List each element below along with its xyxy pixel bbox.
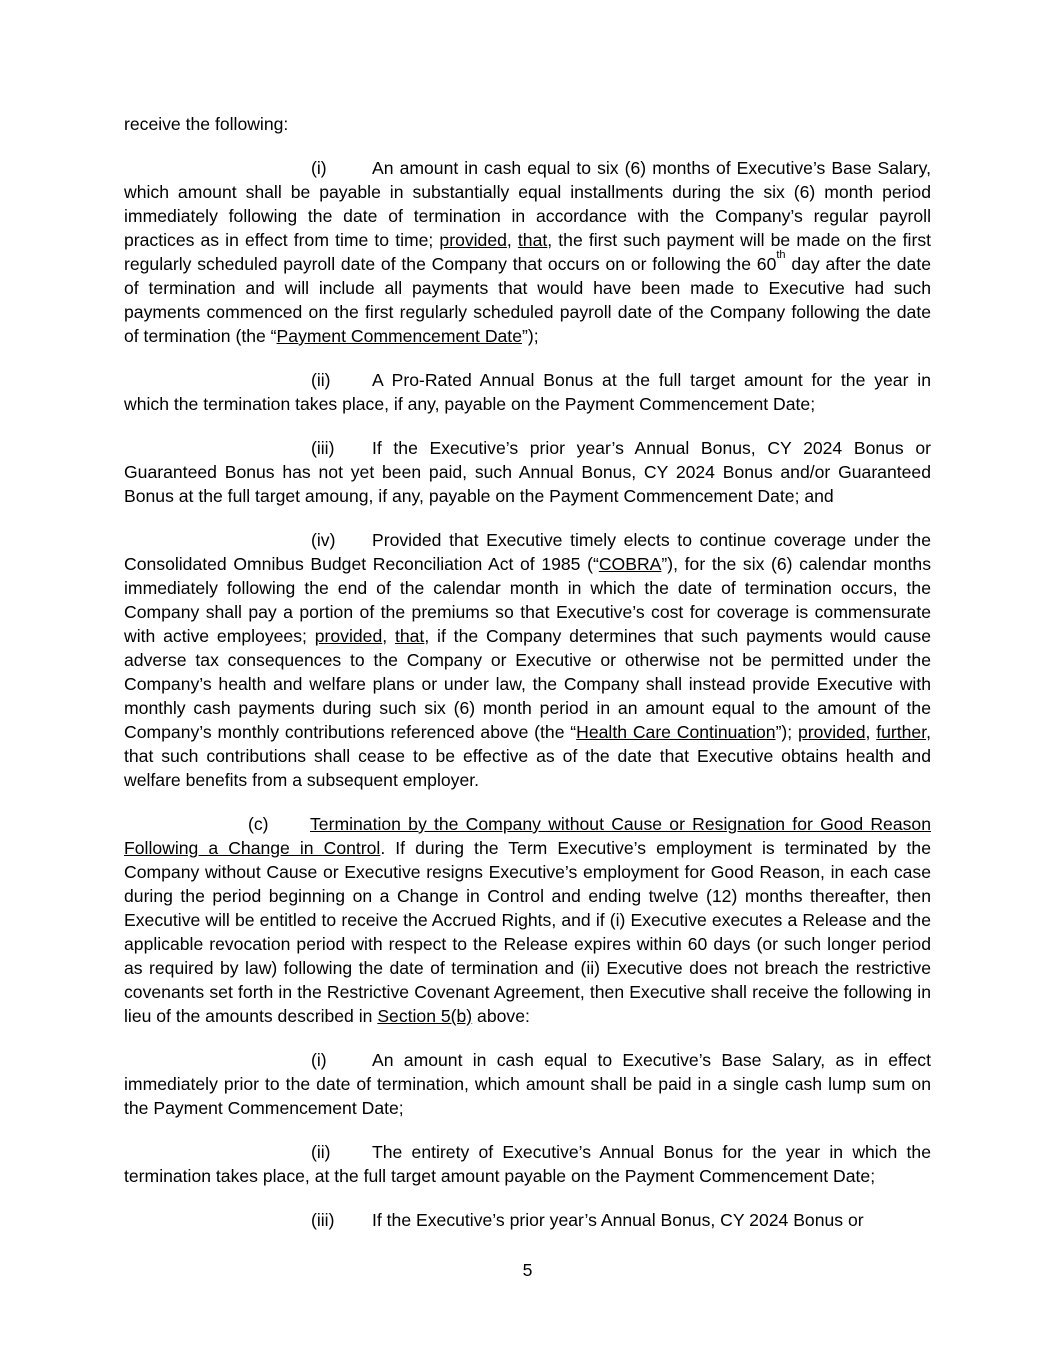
clause-text: An amount in cash equal to six (6) months of Executive’s Base Salary, which amount shall be payable in substantially equal installments during the six (6) month period immediately following the date of termination in accordance with the Company’s regular payroll practices as in effect from time to time; [124, 158, 931, 250]
section-label: (c) [248, 814, 269, 834]
clause-text: An amount in cash equal to Executive’s Base Salary, as in effect immediately prior to the date of termination, which amount shall be paid in a single cash lump sum on the Payment Commencement Date; [124, 1050, 931, 1118]
defined-term: provided [314, 626, 383, 646]
clause-text: day after the date of termination and will include all payments that would have been made to Executive had such payments commenced on the first regularly scheduled payroll date of the Company following the date of termination (the “ [124, 254, 932, 346]
clause-label: (i) [311, 1050, 327, 1070]
defined-term: that [517, 230, 548, 250]
clause-text: If the Executive’s prior year’s Annual Bonus, CY 2024 Bonus or Guaranteed Bonus has not yet been paid, such Annual Bonus, CY 2024 Bonus and/or Guaranteed Bonus at the full target amoung, if any, payable on the Payment Commencement Date; and [124, 438, 931, 506]
clause-label: (ii) [311, 370, 331, 390]
clause-text: A Pro-Rated Annual Bonus at the full target amount for the year in which the termination takes place, if any, payable on the Payment Commencement Date; [124, 370, 931, 414]
clause-c-iii [124, 1208, 931, 1232]
intro-line [124, 112, 931, 136]
defined-term: COBRA [598, 554, 662, 574]
defined-term: Payment Commencement Date [276, 326, 522, 346]
section-text: . If during the Term Executive’s employment is terminated by the Company without Cause or Executive resigns Executive’s employment for Good Reason, in each case during the period beginning on a Change in Control and ending twelve (12) months thereafter, then Executive will be entitled to receive the Accrued Rights, and if (i) Executive executes a Release and the applicable revocation period with respect to the Release expires within 60 days (or such longer period as required by law) following the date of termination and (ii) Executive does not breach the restrictive covenants set forth in the Restrictive Covenant Agreement, then Executive shall receive the following in lieu of the amounts described in [124, 838, 931, 1026]
document-page [124, 112, 931, 1232]
page-number: 5 [522, 1260, 533, 1280]
defined-term: further [876, 722, 927, 742]
defined-term: Health Care Continuation [576, 722, 776, 742]
defined-term: provided [439, 230, 507, 250]
clause-text: ”); [775, 722, 798, 742]
clause-b-iv [124, 528, 931, 792]
intro-text: receive the following: [124, 114, 289, 134]
clause-text: ”); [521, 326, 539, 346]
clause-text: , the first such payment will be made on the first regularly scheduled payroll date of the Company that occurs on or following the 60 [124, 230, 932, 274]
clause-label: (iii) [311, 438, 335, 458]
clause-text: , that such contributions shall cease to be effective as of the date that Executive obtains health and welfare benefits from a subsequent employer. [124, 722, 931, 790]
section-text: above: [472, 1006, 530, 1026]
clause-text: ”), for the six (6) calendar months immediately following the end of the calendar month in which the date of termination occurs, the Company shall pay a portion of the premiums so that Executive’s cost for coverage is commensurate with active employees; [124, 554, 931, 646]
clause-b-ii [124, 368, 931, 416]
clause-label: (i) [311, 158, 327, 178]
clause-b-i [124, 156, 931, 348]
clause-text: , [506, 230, 518, 250]
clause-b-iii [124, 436, 931, 508]
clause-label: (iv) [311, 530, 336, 550]
clause-text: , if the Company determines that such payments would cause adverse tax consequences to the Company or Executive or otherwise not be permitted under the Company’s health and welfare plans or under law, the Company shall instead provide Executive with monthly cash payments during such six (6) month period in an amount equal to the amount of the Company’s monthly contributions referenced above (the “ [124, 626, 932, 742]
clause-text: The entirety of Executive’s Annual Bonus for the year in which the termination takes place, at the full target amount payable on the Payment Commencement Date; [124, 1142, 931, 1186]
ordinal-superscript: th [776, 249, 786, 261]
clause-label: (iii) [311, 1210, 335, 1230]
clause-text: Provided that Executive timely elects to continue coverage under the Consolidated Omnibus Budget Reconciliation Act of 1985 (“ [124, 530, 931, 574]
clause-text: , [865, 722, 877, 742]
section-c [124, 812, 931, 1028]
clause-c-i [124, 1048, 931, 1120]
clause-label: (ii) [311, 1142, 331, 1162]
clause-text: , [382, 626, 395, 646]
defined-term: that [394, 626, 425, 646]
defined-term: provided [798, 722, 866, 742]
clause-c-ii [124, 1140, 931, 1188]
clause-text: If the Executive’s prior year’s Annual Bonus, CY 2024 Bonus or [372, 1210, 864, 1230]
section-reference: Section 5(b) [377, 1006, 473, 1026]
section-heading: Termination by the Company without Cause or Resignation for Good Reason Following a Change in Control [124, 814, 931, 858]
